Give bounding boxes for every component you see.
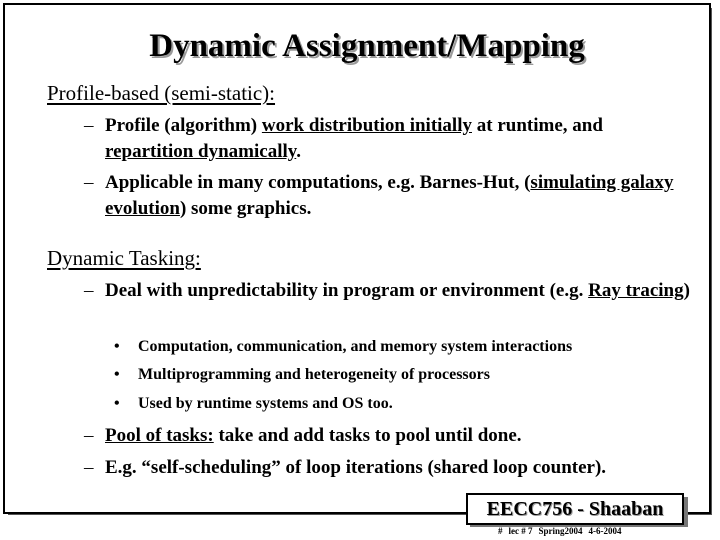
bullet-applicable	[84, 170, 694, 222]
underlined-text: Pool of tasks:	[105, 425, 214, 446]
text-run: ) some graphics.	[179, 198, 312, 219]
bullet-dot: •	[114, 366, 120, 383]
subbullet-text: Multiprogramming and heterogeneity of processors	[138, 366, 490, 383]
dash-marker: –	[84, 172, 94, 193]
bullet-text	[84, 278, 694, 304]
text-run: .	[296, 141, 301, 162]
bullet-dot: •	[114, 338, 120, 355]
text-run: Deal with unpredictability in program or environment (e.g.	[105, 280, 589, 301]
footer-term: Spring2004	[538, 526, 583, 536]
dash-marker: –	[84, 115, 94, 136]
footer-hash: #	[498, 526, 503, 536]
bullet-text	[84, 170, 694, 222]
underlined-text: repartition dynamically	[105, 141, 297, 162]
text-run: Profile (algorithm)	[105, 115, 262, 136]
dash-marker: –	[84, 457, 94, 478]
subbullet-computation	[114, 337, 704, 357]
underlined-text: work distribution initially	[261, 115, 472, 136]
slide-title: Dynamic Assignment/Mapping	[149, 28, 585, 64]
underlined-text: Ray tracing	[588, 280, 684, 301]
bullet-profile	[84, 113, 694, 165]
text-run: Applicable in many computations, e.g. Barnes-Hut, (	[105, 172, 531, 193]
bullet-pool-of-tasks	[84, 423, 694, 449]
bullet-text	[84, 113, 694, 165]
dash-marker: –	[84, 280, 94, 301]
subbullet-text: Used by runtime systems and OS too.	[138, 395, 393, 412]
subbullet-multiprogramming	[114, 365, 704, 385]
text-run: at runtime, and	[472, 115, 603, 136]
dash-marker: –	[84, 425, 94, 446]
slide-footer	[498, 525, 708, 537]
bullet-dot: •	[114, 395, 120, 412]
course-tag	[466, 493, 684, 525]
subbullet-runtime-systems	[114, 394, 704, 414]
underlined-text: simulating galaxy evolution	[105, 172, 674, 219]
course-tag-label: EECC756 - Shaaban	[486, 498, 664, 520]
bullet-text	[84, 423, 694, 449]
text-run: take and add tasks to pool until done.	[213, 425, 522, 446]
bullet-unpredictability	[84, 278, 694, 304]
section-heading-profile-based: Profile-based (semi-static):	[47, 81, 276, 105]
bullet-text: E.g. “self-scheduling” of loop iterations (shared loop counter).	[105, 457, 607, 478]
bullet-self-scheduling	[84, 455, 694, 481]
section-heading-dynamic-tasking: Dynamic Tasking:	[47, 246, 201, 270]
text-run: )	[683, 280, 690, 301]
footer-lecture: lec # 7	[508, 526, 533, 536]
footer-date: 4-6-2004	[588, 526, 622, 536]
subbullet-text: Computation, communication, and memory system interactions	[138, 338, 573, 355]
